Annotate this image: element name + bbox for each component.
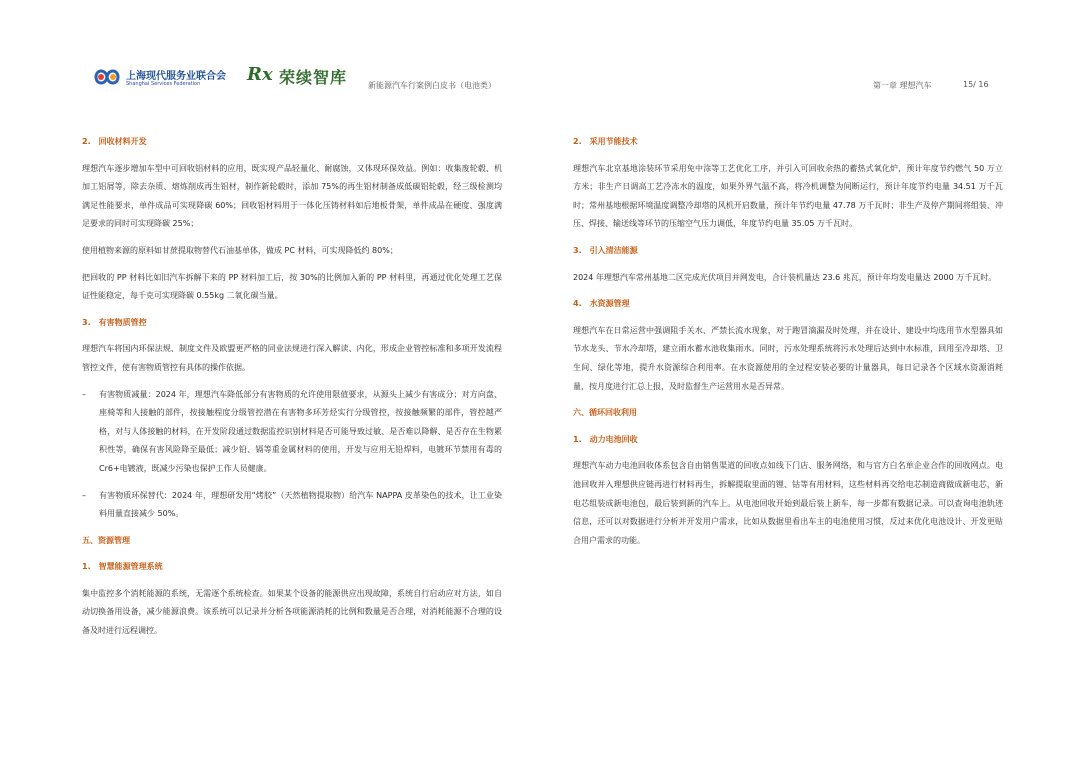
rx-mark: Rx	[247, 64, 273, 85]
bullet-item	[82, 386, 502, 479]
paragraph: 2024 年理想汽车常州基地二区完成光伏项目并网发电，合计装机量达 23.6 兆瓦，预计年均发电量达 2000 万千瓦时。	[573, 272, 997, 282]
left-column	[82, 133, 502, 641]
rx-think-tank-logo	[247, 62, 357, 92]
document-title: 新能源汽车行案例白皮书（电池类）	[368, 81, 496, 90]
paragraph: 使用植物来源的原料如甘蔗提取物替代石油基单体，做成 PC 材料，可实现降低约 80%；	[82, 245, 398, 255]
ssf-logo-icon	[92, 66, 122, 88]
section-heading: 4. 水资源管理	[573, 299, 630, 309]
section-heading: 3. 引入清洁能源	[573, 245, 638, 255]
page-header	[0, 0, 1080, 110]
section-heading: 2. 采用节能技术	[573, 137, 638, 146]
section-heading: 1. 智慧能源管理系统	[82, 562, 163, 572]
paragraph: 理想汽车在日常运营中强调阻手关水、严禁长流水现象，对于跑冒滴漏及时处理，并在设计、建设中均选用节水型器具如节水龙头、节水冷却塔，建立雨水蓄水池收集雨水。同时，污水处理系统将污水处理后达到中水标准，回用至冷却塔、卫生间、绿化等地，提升水资源综合利用率。在水资源使用的全过程安装必要的计量器具，每日记录各个区域水资源消耗量，按月度进行汇总上报，及时监督生产运营用水是否异常。	[573, 325, 1003, 391]
paragraph: 把回收的 PP 材料比如旧汽车拆解下来的 PP 材料加工后，按 30%的比例加入新的 PP 材料里，再通过优化处理工艺保证性能稳定，每千克可实现降碳 0.55kg 二氧化碳当量。	[82, 272, 502, 301]
paragraph: 理想汽车将国内环保法规、制度文件及欧盟更严格的同业法规进行深入解读、内化，形成企业管控标准和多项开发流程管控文件，使有害物质管控有具体的操作依据。	[82, 344, 502, 372]
ssf-name: 上海现代服务业联合会	[126, 71, 226, 82]
paragraph: 理想汽车北京基地涂装环节采用免中涂等工艺优化工序，并引入可回收余热的蓄热式氧化炉，预计年度节约燃气 50 万立方米；非生产日调高工艺冷冻水的温度，如果外界气温不高，将冷机调整为间断运行，预计年度节约电量 34.51 万千瓦时；常州基地根据环境温度调整冷却塔的风机开启数量，预计年节约电量 47.78 万千瓦时；非生产及停产期间将组装、冲压、焊接、输送线等环节的压缩空气压力调低，年度节约电量 35.05 万千瓦时。	[573, 163, 1003, 229]
section-heading: 2. 回收材料开发	[82, 137, 147, 146]
section-heading: 1. 动力电池回收	[573, 434, 638, 444]
chapter-label: 第一章 理想汽车	[873, 81, 932, 90]
bullet-item	[82, 487, 502, 524]
paragraph: 集中监控多个消耗能源的系统，无需逐个系统检查。如果某个设备的能源供应出现故障，系统自行启动应对方法，如自动切换备用设备，减少能源浪费。该系统可以记录并分析各项能源消耗的比例和数量是否合理，对消耗能源不合理的设备及时进行远程调控。	[82, 588, 502, 636]
rx-name: 荣续智库	[279, 68, 348, 87]
paragraph: 理想汽车动力电池回收体系包含自由销售渠道的回收点如线下门店、服务网络，和与官方白名单企业合作的回收网点。电池回收并入理想供应链再进行材料再生，拆解提取里面的锂、钴等有用材料，这些材料再交给电芯制造商做成新电芯，新电芯组装成新电池包，最后装到新的汽车上。从电池回收开始到最后装上新车，每一步都有数据记录。可以查询电池轨迹信息，还可以对数据进行分析并开发用户需求，比如从数据里看出车主的电池使用习惯，反过来优化电池设计、开发更贴合用户需求的功能。	[573, 461, 1003, 545]
bullet-text: 有害物质减量：2024 年，理想汽车降低部分有害物质的允许使用限值要求，从源头上减少有害成分；对方向盘、座椅等和人接触的部件，按接触程度分级管控潜在有害物多环芳烃实行分级管控，按接触频繁的部件，管控越严格，对与人体接触的材料，在开发阶段通过数据监控识别材料是否可能导致过敏、是否难以降解、是否存在生物累积性等，确保有害风险降至最低；减少铅、镉等重金属材料的使用，开发与应用无铅焊料，电镀环节禁用有毒的 Cr6+电镀液，既减少污染也保护工作人员健康。	[99, 389, 502, 473]
paragraph: 理想汽车逐步增加车型中可回收铝材料的应用，既实现产品轻量化、耐腐蚀，又体现环保效益。例如：收集废轮毂、机加工铝屑等，除去杂质、熔炼削成再生铝材，制作新轮毂时，添加 75%的再生铝材制备成低碳铝轮毂，经三级检测均满足性能要求，单件成品可实现降碳 60%；回收铝材料用于一体化压铸材料如后地板骨架，单件成品在硬度、强度满足要求的同时可实现降碳 25%；	[82, 163, 502, 229]
bullet-text: 有害物质环保替代：2024 年，理想研发用“烤胶”（天然植物提取物）给汽车 NAPPA 皮革染色的技术，让工业染料用量直接减少 50%。	[99, 490, 502, 519]
right-column	[573, 133, 1003, 550]
ssf-logo	[92, 64, 237, 94]
page-number: 15/ 16	[963, 80, 989, 89]
ssf-english-name: Shanghai Services Federation	[126, 81, 201, 87]
chapter-heading: 五、资源管理	[82, 535, 130, 545]
bullet-dash: –	[82, 389, 86, 399]
section-heading: 3. 有害物质管控	[82, 317, 147, 327]
chapter-heading: 六、循环回收利用	[573, 408, 637, 418]
bullet-dash: –	[82, 490, 86, 500]
